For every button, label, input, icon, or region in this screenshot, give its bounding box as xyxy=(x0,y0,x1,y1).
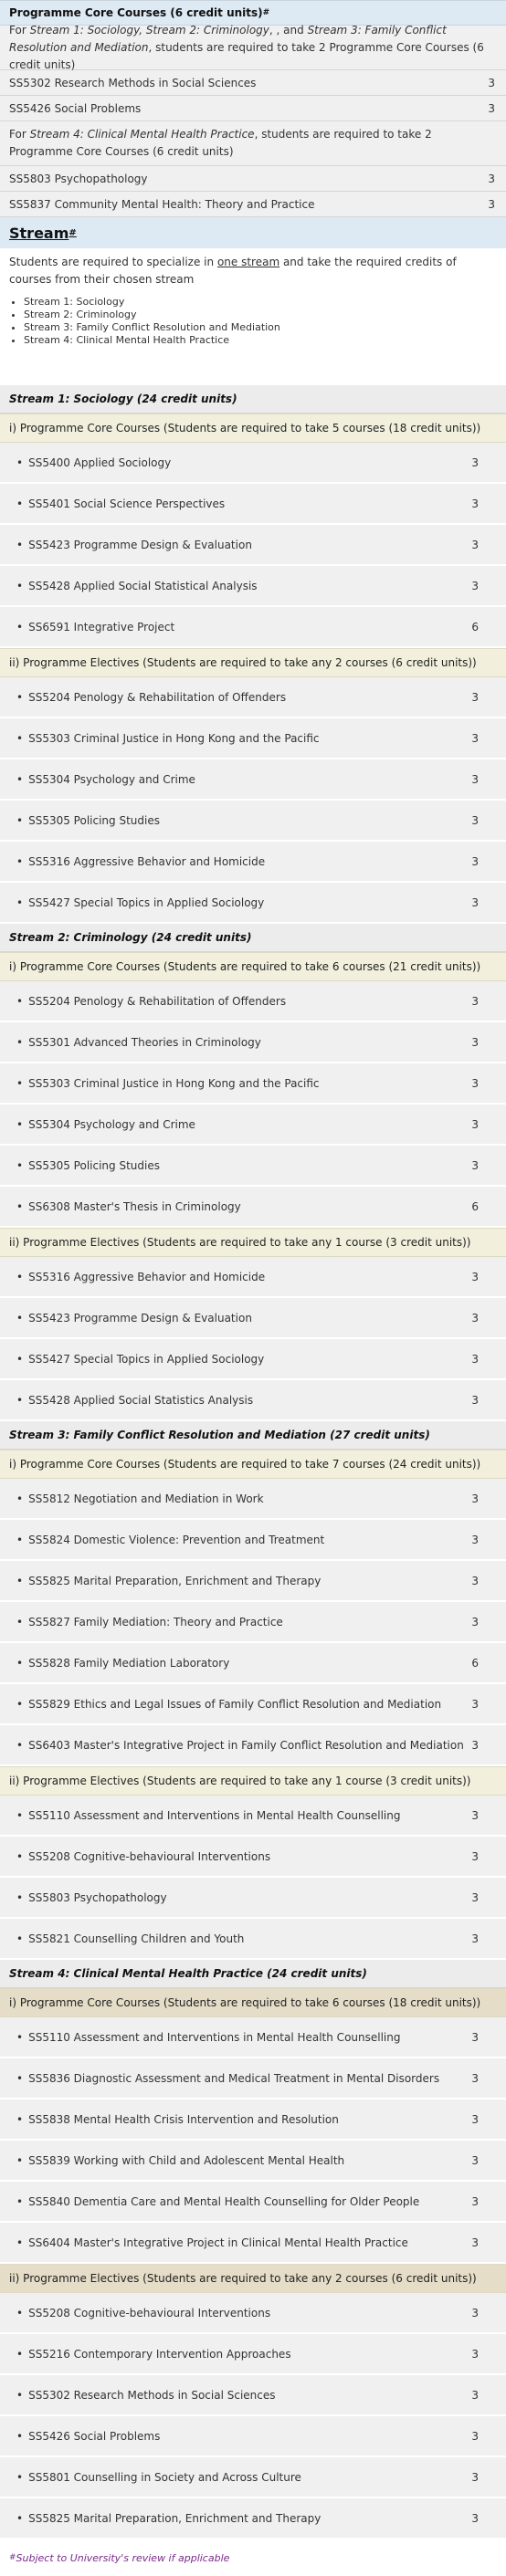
course-name: • SS6403 Master's Integrative Project in Family Conflict Resolution and Mediation xyxy=(16,1739,464,1752)
course-name: • SS5829 Ethics and Legal Issues of Family Conflict Resolution and Mediation xyxy=(16,1698,441,1711)
course-name: • SS5427 Special Topics in Applied Sociology xyxy=(16,1353,264,1366)
group-heading: i) Programme Core Courses (Students are required to take 6 courses (21 credit units)) xyxy=(0,952,506,981)
course-name: • SS5401 Social Science Perspectives xyxy=(16,497,225,510)
course-credit: 3 xyxy=(471,2071,479,2085)
course-credit: 3 xyxy=(471,2511,479,2525)
course-row xyxy=(0,2457,506,2498)
course-row xyxy=(0,1257,506,1298)
course-credit: 3 xyxy=(471,2306,479,2319)
group-heading: ii) Programme Electives (Students are required to take any 2 courses (6 credit units)) xyxy=(0,648,506,677)
course-credit: 3 xyxy=(471,2236,479,2249)
course-row xyxy=(0,1684,506,1725)
course-name: • SS6591 Integrative Project xyxy=(16,621,174,634)
course-row xyxy=(0,1520,506,1561)
course-name: • SS5316 Aggressive Behavior and Homicide xyxy=(16,1271,265,1283)
course-row xyxy=(0,1479,506,1520)
course-row xyxy=(0,1380,506,1421)
stream-intro: Students are required to specialize in one stream and take the required credits of courses from their chosen stream • Stream 1: Sociology • Stream 2: Criminology • Stream 3: Family Conflict Resolution and Mediation • Stream 4: Clinical Mental Health Practice xyxy=(0,248,506,385)
course-name: • SS5204 Penology & Rehabilitation of Offenders xyxy=(16,995,286,1008)
footnote: # Subject to University's review if applicable xyxy=(9,2551,230,2564)
course-name: • SS5428 Applied Social Statistics Analysis xyxy=(16,1394,253,1407)
course-name: • SS5302 Research Methods in Social Sciences xyxy=(16,2389,276,2402)
course-credit: 3 xyxy=(471,772,479,786)
course-credit: 3 xyxy=(471,1492,479,1505)
course-row xyxy=(0,2223,506,2264)
course-row xyxy=(0,718,506,759)
course-row xyxy=(0,2375,506,2416)
course-credit: 3 xyxy=(471,1035,479,1049)
course-name: • SS5316 Aggressive Behavior and Homicide xyxy=(16,855,265,868)
course-name: • SS5301 Advanced Theories in Criminology xyxy=(16,1036,261,1049)
course-row xyxy=(0,1187,506,1228)
course-name: • SS5803 Psychopathology xyxy=(16,1891,167,1904)
course-name: • SS5838 Mental Health Crisis Intervention and Resolution xyxy=(16,2113,339,2126)
course-row xyxy=(0,981,506,1022)
group-heading: ii) Programme Electives (Students are required to take any 1 course (3 credit units)) xyxy=(0,1228,506,1257)
course-credit: 3 xyxy=(471,1808,479,1822)
table-row: SS5302 Research Methods in Social Sciences 3 xyxy=(0,70,506,96)
course-name: • SS5208 Cognitive-behavioural Interventions xyxy=(16,1850,270,1863)
course-credit: 3 xyxy=(471,1849,479,1863)
course-name: • SS5840 Dementia Care and Mental Health Counselling for Older People xyxy=(16,2195,419,2208)
course-row xyxy=(0,1919,506,1960)
course-credit: 3 xyxy=(471,2470,479,2484)
course-row xyxy=(0,2182,506,2223)
core-note-2: For Stream 4: Clinical Mental Health Practice, students are required to take 2 Programme Core Courses (6 credit units) xyxy=(0,121,506,166)
course-row xyxy=(0,2498,506,2539)
course-credit: 3 xyxy=(471,895,479,909)
course-name: • SS5305 Policing Studies xyxy=(16,814,160,827)
course-credit: 3 xyxy=(471,2030,479,2044)
list-item: • Stream 1: Sociology xyxy=(24,296,497,309)
core-courses-heading: Programme Core Courses (6 credit units) # xyxy=(0,0,506,26)
stream-heading: Stream 2: Criminology (24 credit units) xyxy=(0,924,506,952)
course-credit: 3 xyxy=(471,497,479,510)
course-credit: 3 xyxy=(471,1311,479,1325)
core-note-1: For Stream 1: Sociology, Stream 2: Criminology, , and Stream 3: Family Conflict Resolution and Mediation, students are required to take 2 Programme Core Courses (6 credit units) xyxy=(0,26,506,70)
course-row xyxy=(0,1602,506,1643)
course-row xyxy=(0,1878,506,1919)
course-name: • SS5824 Domestic Violence: Prevention and Treatment xyxy=(16,1534,324,1546)
course-name: • SS5304 Psychology and Crime xyxy=(16,773,195,786)
course-row xyxy=(0,2334,506,2375)
course-row xyxy=(0,1725,506,1766)
course-credit: 3 xyxy=(471,538,479,551)
course-row xyxy=(0,2293,506,2334)
course-credit: 3 xyxy=(471,1932,479,1945)
course-row xyxy=(0,1063,506,1105)
course-row xyxy=(0,1298,506,1339)
course-credit: 6 xyxy=(471,1656,479,1670)
group-heading: i) Programme Core Courses (Students are required to take 5 courses (18 credit units)) xyxy=(0,414,506,443)
course-name: • SS6308 Master's Thesis in Criminology xyxy=(16,1200,241,1213)
course-credit: 3 xyxy=(471,1158,479,1172)
course-name: • SS5208 Cognitive-behavioural Interventions xyxy=(16,2307,270,2319)
course-name: • SS5427 Special Topics in Applied Sociology xyxy=(16,896,264,909)
table-row: SS5803 Psychopathology 3 xyxy=(0,166,506,192)
course-name: • SS5825 Marital Preparation, Enrichment and Therapy xyxy=(16,1575,321,1587)
streams-container xyxy=(0,385,506,2539)
course-credit: 3 xyxy=(471,579,479,592)
course-name: • SS5216 Contemporary Intervention Approaches xyxy=(16,2348,291,2361)
course-credit: 6 xyxy=(471,620,479,634)
course-row xyxy=(0,759,506,801)
course-credit: 3 xyxy=(471,813,479,827)
course-credit: 3 xyxy=(471,1890,479,1904)
course-credit: 3 xyxy=(471,1393,479,1407)
course-row xyxy=(0,2141,506,2182)
course-name: • SS5836 Diagnostic Assessment and Medical Treatment in Mental Disorders xyxy=(16,2072,439,2085)
course-row xyxy=(0,1561,506,1602)
course-credit: 3 xyxy=(471,2112,479,2126)
course-name: • SS5812 Negotiation and Mediation in Work xyxy=(16,1492,264,1505)
stream-heading: Stream 4: Clinical Mental Health Practice (24 credit units) xyxy=(0,1960,506,1988)
course-row xyxy=(0,677,506,718)
course-row xyxy=(0,842,506,883)
course-row xyxy=(0,2416,506,2457)
stream-heading: Stream 3: Family Conflict Resolution and Mediation (27 credit units) xyxy=(0,1421,506,1450)
course-row xyxy=(0,2017,506,2058)
list-item: • Stream 3: Family Conflict Resolution and Mediation xyxy=(24,321,497,334)
course-row xyxy=(0,1643,506,1684)
course-credit: 3 xyxy=(471,2194,479,2208)
course-credit: 3 xyxy=(471,2347,479,2361)
course-credit: 3 xyxy=(471,1738,479,1752)
course-credit: 3 xyxy=(471,1117,479,1131)
course-row xyxy=(0,1796,506,1837)
course-name: • SS5110 Assessment and Interventions in Mental Health Counselling xyxy=(16,2031,400,2044)
course-credit: 3 xyxy=(471,994,479,1008)
course-name: • SS5426 Social Problems xyxy=(16,2430,160,2443)
group-heading: ii) Programme Electives (Students are required to take any 2 courses (6 credit units)) xyxy=(0,2264,506,2293)
course-credit: 3 xyxy=(471,1574,479,1587)
course-row xyxy=(0,484,506,525)
course-credit: 3 xyxy=(471,731,479,745)
course-credit: 3 xyxy=(471,1697,479,1711)
course-credit: 3 xyxy=(471,456,479,469)
group-heading: i) Programme Core Courses (Students are required to take 7 courses (24 credit units)) xyxy=(0,1450,506,1479)
list-item: • Stream 4: Clinical Mental Health Practice xyxy=(24,334,497,347)
table-row: SS5426 Social Problems 3 xyxy=(0,96,506,121)
course-row xyxy=(0,1022,506,1063)
course-name: • SS5303 Criminal Justice in Hong Kong and the Pacific xyxy=(16,1077,320,1090)
course-name: • SS5827 Family Mediation: Theory and Practice xyxy=(16,1616,283,1628)
course-credit: 3 xyxy=(471,854,479,868)
course-row xyxy=(0,525,506,566)
course-name: • SS5423 Programme Design & Evaluation xyxy=(16,1312,252,1325)
course-row xyxy=(0,566,506,607)
course-credit: 3 xyxy=(471,1533,479,1546)
course-credit: 3 xyxy=(471,690,479,704)
course-credit: 3 xyxy=(471,2388,479,2402)
course-row xyxy=(0,2058,506,2100)
course-row xyxy=(0,1146,506,1187)
course-credit: 3 xyxy=(471,1076,479,1090)
list-item: • Stream 2: Criminology xyxy=(24,309,497,321)
course-name: • SS5305 Policing Studies xyxy=(16,1159,160,1172)
course-name: • SS5423 Programme Design & Evaluation xyxy=(16,539,252,551)
course-name: • SS5821 Counselling Children and Youth xyxy=(16,1932,244,1945)
course-row xyxy=(0,1105,506,1146)
stream-heading: Stream 1: Sociology (24 credit units) xyxy=(0,385,506,414)
course-name: • SS5303 Criminal Justice in Hong Kong and the Pacific xyxy=(16,732,320,745)
course-row xyxy=(0,607,506,648)
course-row xyxy=(0,1339,506,1380)
stream-list xyxy=(9,296,497,347)
course-row xyxy=(0,1837,506,1878)
course-row xyxy=(0,801,506,842)
course-name: • SS5400 Applied Sociology xyxy=(16,456,171,469)
course-name: • SS5825 Marital Preparation, Enrichment and Therapy xyxy=(16,2512,321,2525)
course-credit: 3 xyxy=(471,2153,479,2167)
course-name: • SS5204 Penology & Rehabilitation of Offenders xyxy=(16,691,286,704)
course-name: • SS5110 Assessment and Interventions in Mental Health Counselling xyxy=(16,1809,400,1822)
course-name: • SS5839 Working with Child and Adolescent Mental Health xyxy=(16,2154,344,2167)
group-heading: ii) Programme Electives (Students are required to take any 1 course (3 credit units)) xyxy=(0,1766,506,1796)
course-row xyxy=(0,883,506,924)
course-name: • SS6404 Master's Integrative Project in Clinical Mental Health Practice xyxy=(16,2236,408,2249)
course-name: • SS5828 Family Mediation Laboratory xyxy=(16,1657,229,1670)
course-credit: 6 xyxy=(471,1199,479,1213)
course-credit: 3 xyxy=(471,2429,479,2443)
course-name: • SS5304 Psychology and Crime xyxy=(16,1118,195,1131)
table-row: SS5837 Community Mental Health: Theory and Practice 3 xyxy=(0,192,506,217)
course-row xyxy=(0,443,506,484)
group-heading: i) Programme Core Courses (Students are required to take 6 courses (18 credit units)) xyxy=(0,1988,506,2017)
stream-title: Stream # xyxy=(0,217,506,248)
course-credit: 3 xyxy=(471,1352,479,1366)
course-name: • SS5428 Applied Social Statistical Analysis xyxy=(16,580,258,592)
course-credit: 3 xyxy=(471,1270,479,1283)
course-credit: 3 xyxy=(471,1615,479,1628)
course-name: • SS5801 Counselling in Society and Across Culture xyxy=(16,2471,301,2484)
course-row xyxy=(0,2100,506,2141)
